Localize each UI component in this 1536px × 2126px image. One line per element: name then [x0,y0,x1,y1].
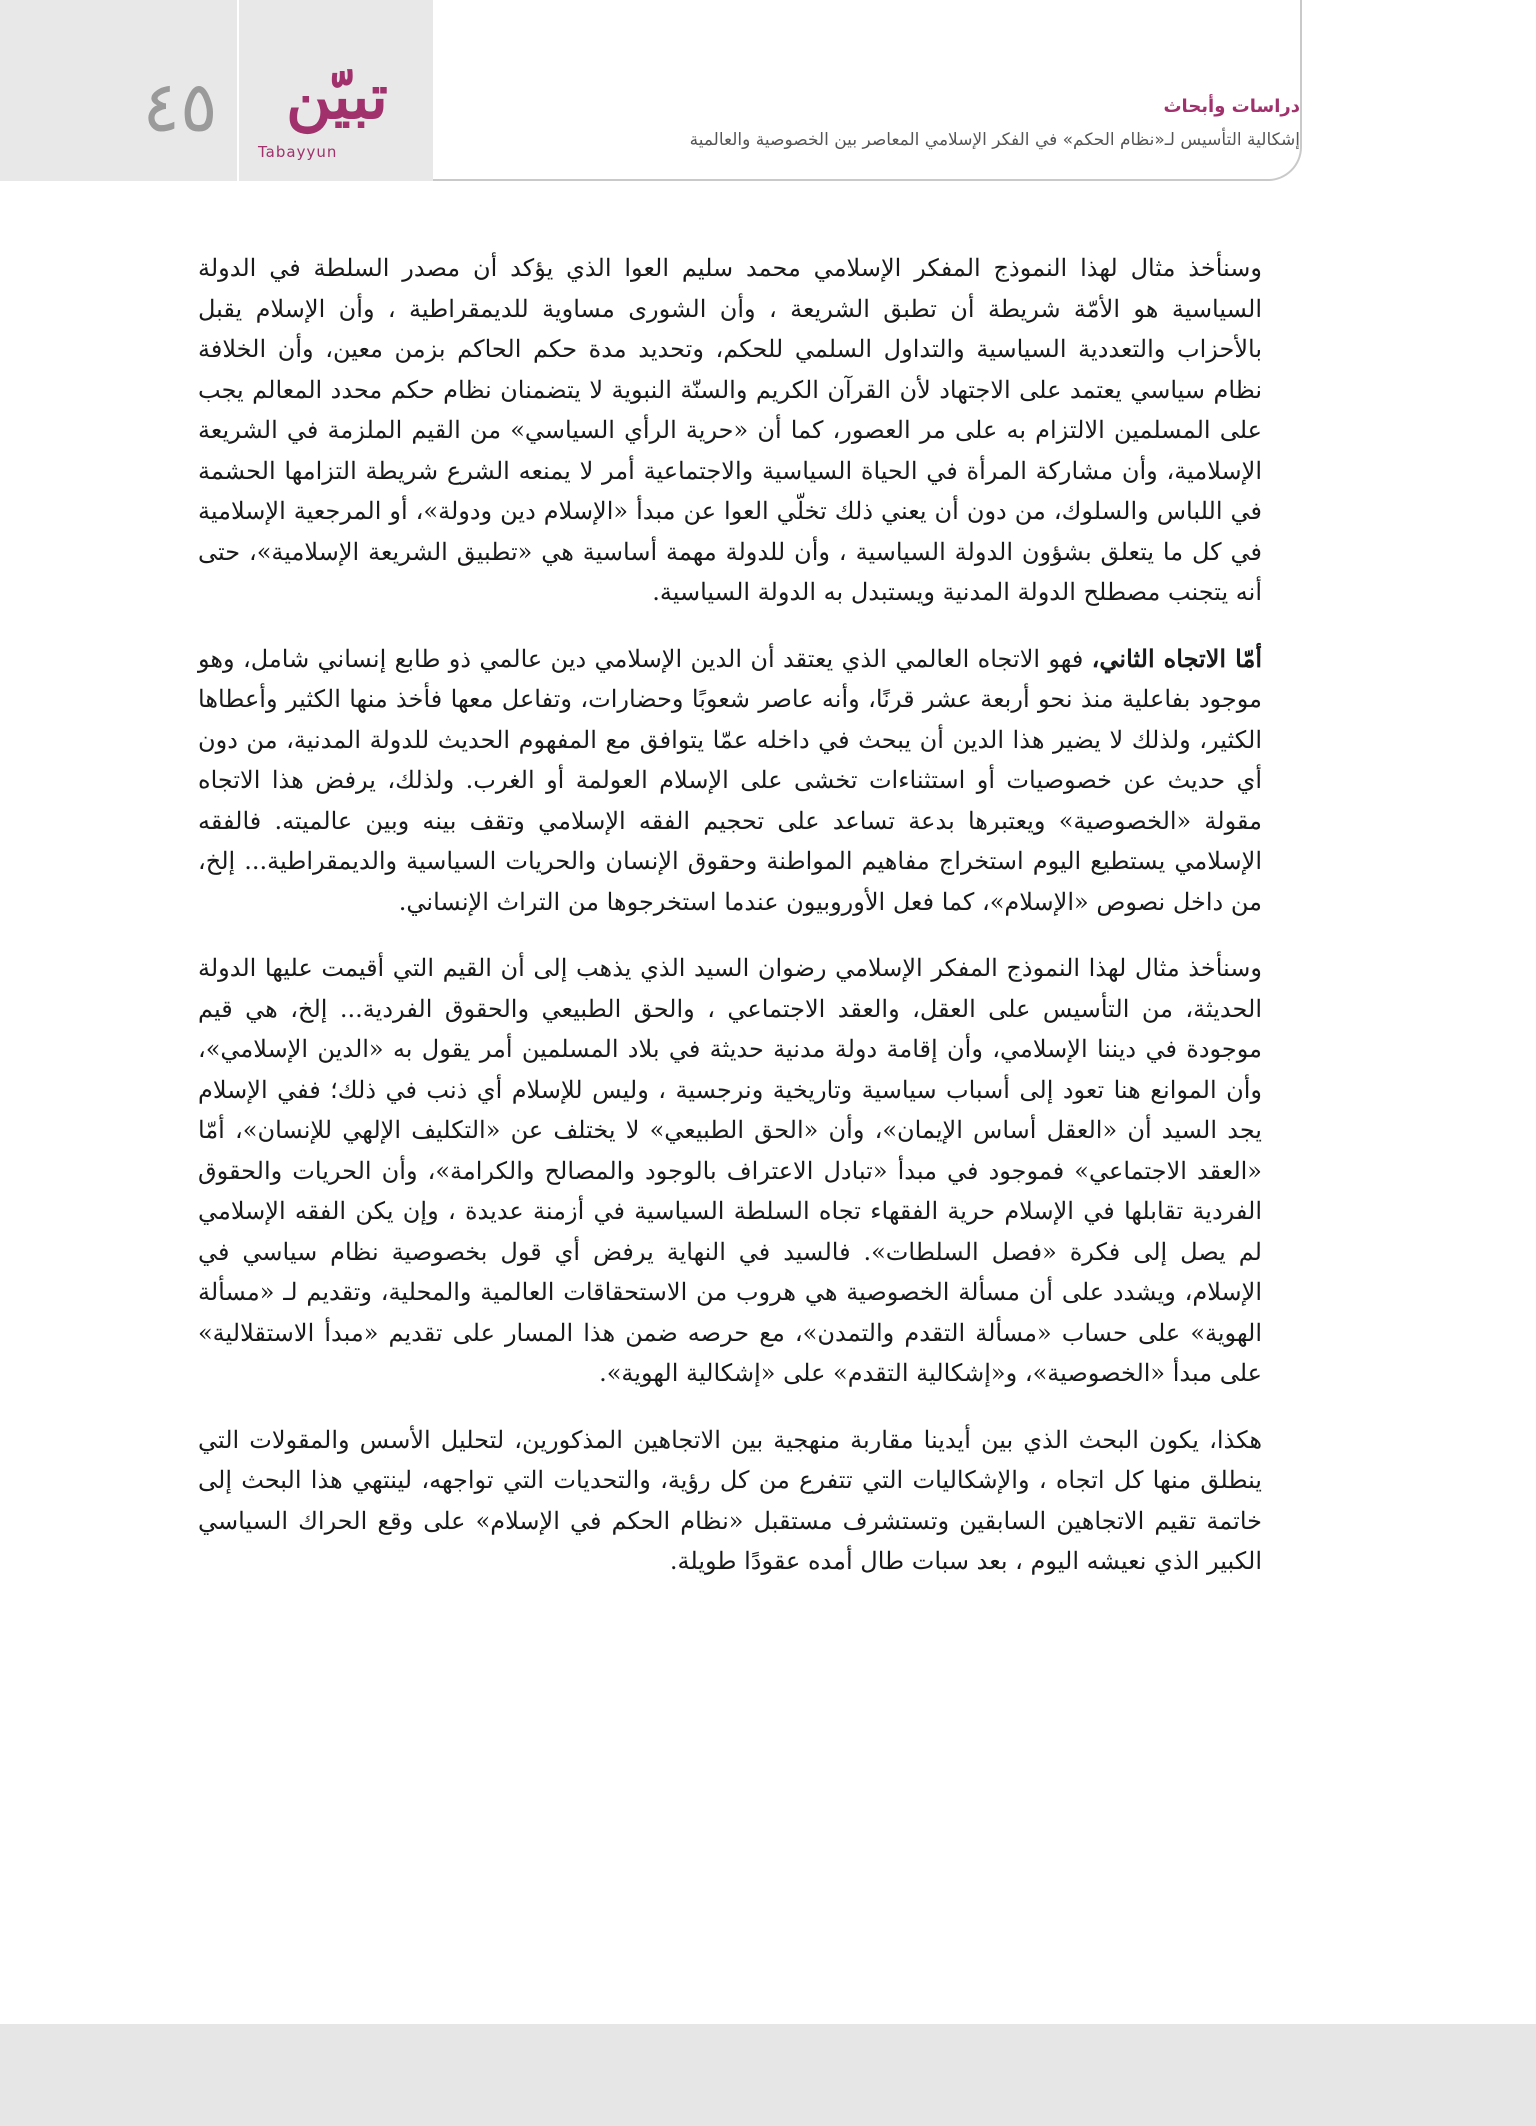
running-article-title: إشكالية التأسيس لـ«نظام الحكم» في الفكر الإسلامي المعاصر بين الخصوصية والعالمية [689,130,1300,150]
journal-logo-latin: Tabayyun [258,143,338,161]
section-title: دراسات وأبحاث [1163,96,1300,117]
paragraph-2-lead: أمّا الاتجاه الثاني، [1091,643,1262,673]
article-body [198,248,1262,1608]
paragraph-1: وسنأخذ مثال لهذا النموذج المفكر الإسلامي محمد سليم العوا الذي يؤكد أن مصدر السلطة في الدولة السياسية هو الأمّة شريطة أن تطبق الشريعة ، وأن الشورى مساوية للديمقراطية ، وأن الإسلام يقبل بالأحزاب والتعددية السياسية والتداول السلمي للحكم، وتحديد مدة حكم الحاكم بزمن معين، وأن الخلافة نظام سياسي يعتمد على الاجتهاد لأن القرآن الكريم والسنّة النبوية لا يتضمنان نظام حكم محدد المعالم يجب على المسلمين الالتزام به على مر العصور، كما أن «حرية الرأي السياسي» من القيم الملزمة في الشريعة الإسلامية، وأن مشاركة المرأة في الحياة السياسية والاجتماعية أمر لا يمنعه الشرع شريطة التزامها الحشمة في اللباس والسلوك، من دون أن يعني ذلك تخلّي العوا عن مبدأ «الإسلام دين ودولة»، أو المرجعية الإسلامية في كل ما يتعلق بشؤون الدولة السياسية ، وأن للدولة مهمة أساسية هي «تطبيق الشريعة الإسلامية»، حتى أنه يتجنب مصطلح الدولة المدنية ويستبدل به الدولة السياسية. [198,254,1262,606]
paragraph-4: هكذا، يكون البحث الذي بين أيدينا مقاربة منهجية بين الاتجاهين المذكورين، لتحليل الأسس والمقولات التي ينطلق منها كل اتجاه ، والإشكاليات التي تتفرع من كل رؤية، والتحديات التي تواجهه، لينتهي هذا البحث إلى خاتمة تقيم الاتجاهين السابقين وتستشرف مستقبل «نظام الحكم في الإسلام» على وقع الحراك السياسي الكبير الذي نعيشه اليوم ، بعد سبات طال أمده عقودًا طويلة. [198,1425,1262,1575]
header-divider [237,0,239,181]
page-number: ٤٥ [142,66,218,148]
paragraph-3: وسنأخذ مثال لهذا النموذج المفكر الإسلامي رضوان السيد الذي يذهب إلى أن القيم التي أقيمت عليها الدولة الحديثة، من التأسيس على العقل، والعقد الاجتماعي ، والحق الطبيعي والحقوق الفردية... إلخ، هي قيم موجودة في ديننا الإسلامي، وأن إقامة دولة مدنية حديثة في بلاد المسلمين أمر يقول به «الدين الإسلامي»، وأن الموانع هنا تعود إلى أسباب سياسية وتاريخية ونرجسية ، وليس للإسلام أي ذنب في ذلك؛ ففي الإسلام يجد السيد أن «العقل أساس الإيمان»، وأن «الحق الطبيعي» لا يختلف عن «التكليف الإلهي للإنسان»، أمّا «العقد الاجتماعي» فموجود في مبدأ «تبادل الاعتراف بالوجود والمصالح والكرامة»، وأن الحريات والحقوق الفردية تقابلها في الإسلام حرية الفقهاء تجاه السلطة السياسية في أزمنة عديدة ، وإن يكن الفقه الإسلامي لم يصل إلى فكرة «فصل السلطات». فالسيد في النهاية يرفض أي قول بخصوصية نظام سياسي في الإسلام، ويشدد على أن مسألة الخصوصية هي هروب من الاستحقاقات العالمية والمحلية، وتقديم لـ «مسألة الهوية» على حساب «مسألة التقدم والتمدن»، مع حرصه ضمن هذا المسار على تقديم «مبدأ الاستقلالية» على مبدأ «الخصوصية»، و«إشكالية التقدم» على «إشكالية الهوية». [198,954,1262,1387]
page-footer-band [0,2024,1536,2126]
journal-logo: تبيّن [286,60,388,133]
paragraph-2 [198,639,1262,923]
paragraph-2-text: فهو الاتجاه العالمي الذي يعتقد أن الدين الإسلامي دين عالمي ذو طابع إنساني شامل، وهو موجود بفاعلية منذ نحو أربعة عشر قرنًا، وأنه عاصر شعوبًا وحضارات، وتفاعل معها فأخذ منها الكثير وأعطاها الكثير، ولذلك لا يضير هذا الدين أن يبحث في داخله عمّا يتوافق مع المفهوم الحديث للدولة المدنية، من دون أي حديث عن خصوصيات أو استثناءات تخشى على الإسلام العولمة أو الغرب. ولذلك، يرفض هذا الاتجاه مقولة «الخصوصية» ويعتبرها بدعة تساعد على تحجيم الفقه الإسلامي وتقف بينه وبين عالميته. فالفقه الإسلامي يستطيع اليوم استخراج مفاهيم المواطنة وحقوق الإنسان والحريات السياسية والديمقراطية... إلخ، من داخل نصوص «الإسلام»، كما فعل الأوروبيون عندما استخرجوها من التراث الإنساني. [198,644,1263,916]
